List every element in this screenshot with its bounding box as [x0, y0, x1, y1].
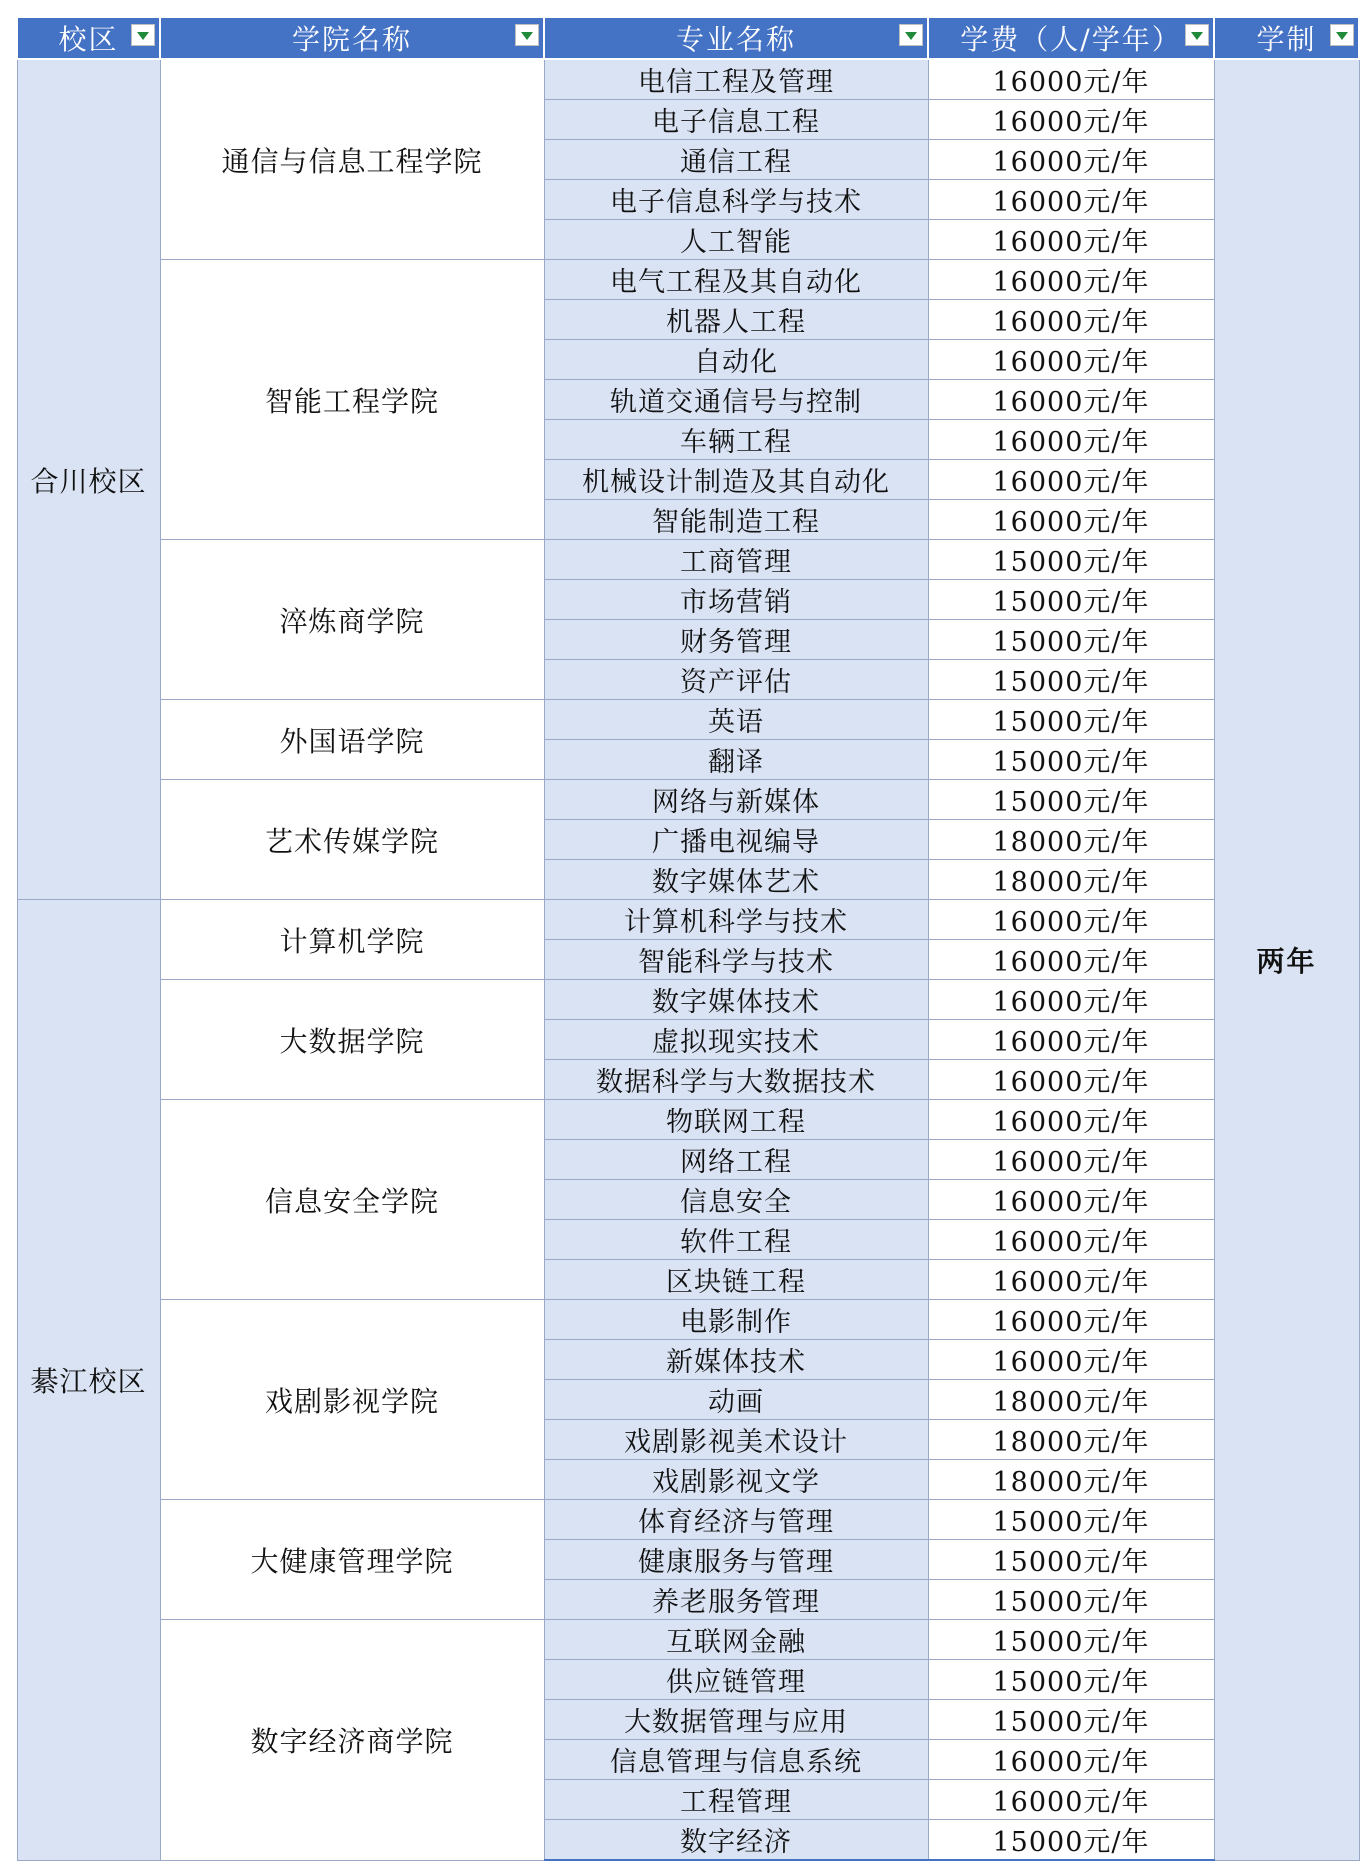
fee-cell[interactable]: 16000元/年	[928, 1300, 1214, 1340]
table-row	[17, 1620, 1359, 1660]
fee-cell[interactable]: 16000元/年	[928, 940, 1214, 980]
major-cell[interactable]: 戏剧影视美术设计	[544, 1420, 928, 1460]
fee-cell[interactable]: 16000元/年	[928, 380, 1214, 420]
major-cell[interactable]: 英语	[544, 700, 928, 740]
header-row	[17, 17, 1359, 59]
major-cell[interactable]: 数据科学与大数据技术	[544, 1060, 928, 1100]
filter-dropdown-icon[interactable]	[1185, 24, 1209, 46]
fee-cell[interactable]: 15000元/年	[928, 540, 1214, 580]
tuition-table-sheet	[16, 16, 1358, 1861]
header-duration	[1214, 17, 1359, 59]
major-cell[interactable]: 机器人工程	[544, 300, 928, 340]
header-major-label: 专业名称	[675, 23, 796, 56]
major-cell[interactable]: 电子信息科学与技术	[544, 180, 928, 220]
major-cell[interactable]: 人工智能	[544, 220, 928, 260]
fee-cell[interactable]: 16000元/年	[928, 1060, 1214, 1100]
major-cell[interactable]: 网络工程	[544, 1140, 928, 1180]
table-row	[17, 1100, 1359, 1140]
fee-cell[interactable]: 16000元/年	[928, 1780, 1214, 1820]
major-cell[interactable]: 轨道交通信号与控制	[544, 380, 928, 420]
fee-cell[interactable]: 16000元/年	[928, 140, 1214, 180]
fee-cell[interactable]: 16000元/年	[928, 1260, 1214, 1300]
fee-cell[interactable]: 16000元/年	[928, 1740, 1214, 1780]
major-cell[interactable]: 广播电视编导	[544, 820, 928, 860]
fee-cell[interactable]: 16000元/年	[928, 900, 1214, 940]
fee-cell[interactable]: 16000元/年	[928, 340, 1214, 380]
major-cell[interactable]: 供应链管理	[544, 1660, 928, 1700]
table-row	[17, 700, 1359, 740]
major-cell[interactable]: 工程管理	[544, 1780, 928, 1820]
college-cell[interactable]: 外国语学院	[160, 700, 544, 780]
filter-dropdown-icon[interactable]	[515, 24, 539, 46]
major-cell[interactable]: 市场营销	[544, 580, 928, 620]
major-cell[interactable]: 互联网金融	[544, 1620, 928, 1660]
duration-cell[interactable]: 两年	[1214, 59, 1359, 1860]
major-cell[interactable]: 数字媒体艺术	[544, 860, 928, 900]
major-cell[interactable]: 体育经济与管理	[544, 1500, 928, 1540]
fee-cell[interactable]: 16000元/年	[928, 420, 1214, 460]
fee-cell[interactable]: 18000元/年	[928, 860, 1214, 900]
major-cell[interactable]: 新媒体技术	[544, 1340, 928, 1380]
college-cell[interactable]: 艺术传媒学院	[160, 780, 544, 900]
table-row	[17, 780, 1359, 820]
major-cell[interactable]: 戏剧影视文学	[544, 1460, 928, 1500]
filter-dropdown-icon[interactable]	[899, 24, 923, 46]
major-cell[interactable]: 机械设计制造及其自动化	[544, 460, 928, 500]
major-cell[interactable]: 信息安全	[544, 1180, 928, 1220]
major-cell[interactable]: 翻译	[544, 740, 928, 780]
fee-cell[interactable]: 15000元/年	[928, 660, 1214, 700]
fee-cell[interactable]: 18000元/年	[928, 1380, 1214, 1420]
fee-cell[interactable]: 15000元/年	[928, 580, 1214, 620]
table-row	[17, 540, 1359, 580]
college-cell[interactable]: 大健康管理学院	[160, 1500, 544, 1620]
header-campus	[17, 17, 160, 59]
table-row	[17, 980, 1359, 1020]
header-campus-label: 校区	[58, 23, 119, 56]
fee-cell[interactable]: 15000元/年	[928, 1540, 1214, 1580]
major-cell[interactable]: 自动化	[544, 340, 928, 380]
major-cell[interactable]: 物联网工程	[544, 1100, 928, 1140]
major-cell[interactable]: 智能科学与技术	[544, 940, 928, 980]
filter-dropdown-icon[interactable]	[1330, 24, 1354, 46]
header-college	[160, 17, 544, 59]
fee-cell[interactable]: 16000元/年	[928, 1340, 1214, 1380]
major-cell[interactable]: 资产评估	[544, 660, 928, 700]
major-cell[interactable]: 养老服务管理	[544, 1580, 928, 1620]
fee-cell[interactable]: 16000元/年	[928, 1220, 1214, 1260]
fee-cell[interactable]: 16000元/年	[928, 500, 1214, 540]
major-cell[interactable]: 通信工程	[544, 140, 928, 180]
college-cell[interactable]: 计算机学院	[160, 900, 544, 980]
filter-dropdown-icon[interactable]	[131, 24, 155, 46]
fee-cell[interactable]: 15000元/年	[928, 1700, 1214, 1740]
header-fee-label: 学费（人/学年）	[960, 23, 1182, 56]
campus-cell[interactable]: 綦江校区	[17, 900, 160, 1861]
college-cell[interactable]: 信息安全学院	[160, 1100, 544, 1300]
major-cell[interactable]: 电信工程及管理	[544, 59, 928, 100]
major-cell[interactable]: 数字经济	[544, 1820, 928, 1861]
table-body	[17, 59, 1359, 1860]
header-fee	[928, 17, 1214, 59]
fee-cell[interactable]: 16000元/年	[928, 1140, 1214, 1180]
campus-cell[interactable]: 合川校区	[17, 59, 160, 900]
major-cell[interactable]: 车辆工程	[544, 420, 928, 460]
major-cell[interactable]: 动画	[544, 1380, 928, 1420]
major-cell[interactable]: 虚拟现实技术	[544, 1020, 928, 1060]
fee-cell[interactable]: 15000元/年	[928, 620, 1214, 660]
fee-cell[interactable]: 15000元/年	[928, 740, 1214, 780]
college-cell[interactable]: 淬炼商学院	[160, 540, 544, 700]
major-cell[interactable]: 区块链工程	[544, 1260, 928, 1300]
fee-cell[interactable]: 15000元/年	[928, 1500, 1214, 1540]
fee-cell[interactable]: 15000元/年	[928, 1820, 1214, 1861]
fee-cell[interactable]: 18000元/年	[928, 820, 1214, 860]
fee-cell[interactable]: 15000元/年	[928, 780, 1214, 820]
fee-cell[interactable]: 16000元/年	[928, 1020, 1214, 1060]
table-row	[17, 900, 1359, 940]
table-row	[17, 1300, 1359, 1340]
fee-cell[interactable]: 16000元/年	[928, 300, 1214, 340]
table-row	[17, 1500, 1359, 1540]
fee-cell[interactable]: 16000元/年	[928, 1100, 1214, 1140]
major-cell[interactable]: 工商管理	[544, 540, 928, 580]
header-major	[544, 17, 928, 59]
major-cell[interactable]: 财务管理	[544, 620, 928, 660]
fee-cell[interactable]: 15000元/年	[928, 700, 1214, 740]
fee-cell[interactable]: 16000元/年	[928, 100, 1214, 140]
major-cell[interactable]: 大数据管理与应用	[544, 1700, 928, 1740]
major-cell[interactable]: 电气工程及其自动化	[544, 260, 928, 300]
fee-cell[interactable]: 16000元/年	[928, 980, 1214, 1020]
fee-cell[interactable]: 16000元/年	[928, 180, 1214, 220]
major-cell[interactable]: 电子信息工程	[544, 100, 928, 140]
major-cell[interactable]: 电影制作	[544, 1300, 928, 1340]
fee-cell[interactable]: 16000元/年	[928, 460, 1214, 500]
fee-cell[interactable]: 15000元/年	[928, 1580, 1214, 1620]
fee-cell[interactable]: 15000元/年	[928, 1620, 1214, 1660]
fee-cell[interactable]: 16000元/年	[928, 59, 1214, 100]
college-cell[interactable]: 戏剧影视学院	[160, 1300, 544, 1500]
fee-cell[interactable]: 15000元/年	[928, 1660, 1214, 1700]
header-duration-label: 学制	[1256, 23, 1317, 56]
fee-cell[interactable]: 16000元/年	[928, 1180, 1214, 1220]
major-cell[interactable]: 计算机科学与技术	[544, 900, 928, 940]
table-row	[17, 260, 1359, 300]
college-cell[interactable]: 大数据学院	[160, 980, 544, 1100]
major-cell[interactable]: 软件工程	[544, 1220, 928, 1260]
major-cell[interactable]: 数字媒体技术	[544, 980, 928, 1020]
fee-cell[interactable]: 16000元/年	[928, 220, 1214, 260]
major-cell[interactable]: 信息管理与信息系统	[544, 1740, 928, 1780]
college-cell[interactable]: 通信与信息工程学院	[160, 59, 544, 260]
major-cell[interactable]: 网络与新媒体	[544, 780, 928, 820]
fee-cell[interactable]: 18000元/年	[928, 1460, 1214, 1500]
tuition-table	[16, 16, 1360, 1861]
fee-cell[interactable]: 16000元/年	[928, 260, 1214, 300]
major-cell[interactable]: 智能制造工程	[544, 500, 928, 540]
fee-cell[interactable]: 18000元/年	[928, 1420, 1214, 1460]
college-cell[interactable]: 智能工程学院	[160, 260, 544, 540]
header-college-label: 学院名称	[291, 23, 412, 56]
college-cell[interactable]: 数字经济商学院	[160, 1620, 544, 1861]
major-cell[interactable]: 健康服务与管理	[544, 1540, 928, 1580]
table-row	[17, 59, 1359, 100]
